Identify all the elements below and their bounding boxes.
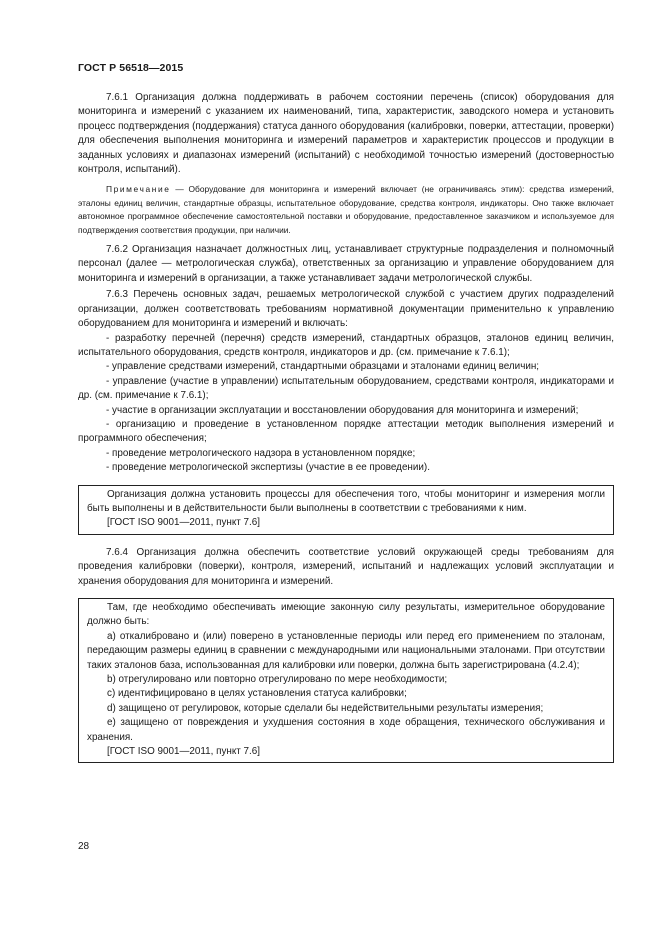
list-item: - проведение метрологической экспертизы (участие в ее проведении). xyxy=(106,462,430,474)
quote-text: Организация должна установить процессы для обеспечения того, чтобы мониторинг и измерения могли быть выполнены и в действительности были выполнены в соответствии с требованиями к ним. xyxy=(87,488,605,514)
quote-list-item: c) идентифицировано в целях установления статуса калибровки; xyxy=(107,688,407,700)
list-item: - организацию и проведение в установленном порядке аттестации методик выполнения измерений и программного обеспечения; xyxy=(78,418,614,445)
list-item: - управление (участие в управлении) испытательным оборудованием, средствами контроля, индикаторами и др. (см. примечание к 7.6.1); xyxy=(78,375,614,402)
quote-box-iso-2 xyxy=(78,598,614,763)
list-item: - разработку перечней (перечня) средств измерений, стандартных образцов, эталонов единиц величин, испытательного оборудования, средств контроля, индикаторов и др. (см. примечание к 7.6.1); xyxy=(78,332,614,358)
quote-intro: Там, где необходимо обеспечивать имеющие законную силу результаты, измерительное оборудование должно быть: xyxy=(87,602,605,628)
quote-box-iso-1 xyxy=(78,485,614,535)
page-number: 28 xyxy=(78,841,90,852)
list-item: - проведение метрологического надзора в установленном порядке; xyxy=(106,447,416,459)
quote-list-item: d) защищено от регулировок, которые сделали бы недействительными результаты измерения; xyxy=(107,702,544,714)
quote-list-item: b) отрегулировано или повторно отрегулировано по мере необходимости; xyxy=(107,674,448,686)
note-label: Примечание xyxy=(106,184,171,195)
paragraph-7-6-1: 7.6.1 Организация должна поддерживать в рабочем состоянии перечень (список) оборудования для мониторинга и измерений с указанием их наименований, типа, характеристик, заводского номера и установить процесс подтверждения (поддержания) статуса данного оборудования (калибровки, поверки, аттестации, проверки) для обеспечения выполнения мониторинга и измерений параметров и характеристик процессов и продукции в заданных условиях и диапазонах измерений (испытаний) с необходимой точностью измерений (достоверностью контроля, испытаний). xyxy=(78,92,614,176)
document-body xyxy=(78,91,614,774)
list-item: - управление средствами измерений, стандартными образцами и эталонами единиц величин; xyxy=(106,361,540,373)
list-item: - участие в организации эксплуатации и восстановлении оборудования для мониторинга и измерений; xyxy=(106,404,579,416)
quote-list-item: a) откалибровано и (или) поверено в установленные периоды или перед его применением по эталонам, передающим размеры единиц в сравнении с международными или национальными эталонами. При отсутствии таких эталонов база, использованная для калибровки или поверки, должна быть зарегистрирована (4.2.4); xyxy=(87,630,605,671)
paragraph-7-6-4: 7.6.4 Организация должна обеспечить соответствие условий окружающей среды требованиям для проведения калибровки (поверки), контроля, измерений, испытаний и надлежащих условий эксплуатации и хранения оборудования для мониторинга и измерений. xyxy=(78,546,614,587)
quote-reference: [ГОСТ ISO 9001—2011, пункт 7.6] xyxy=(107,746,261,758)
document-header: ГОСТ Р 56518—2015 xyxy=(78,62,184,74)
paragraph-7-6-2: 7.6.2 Организация назначает должностных лиц, устанавливает структурные подразделения и полномочный персонал (далее — метрологическая служба), ответственных за организацию и управление оборудованием для мониторинга и измерений в организации, а также устанавливает задачи метрологической службы. xyxy=(78,244,614,284)
note-text: — Оборудование для мониторинга и измерений включает (не ограничиваясь этим): средства измерений, эталоны единиц величин, стандартные образцы, испытательное оборудование, средства контроля, индикаторы. Оно также включает автономное программное обеспечение самостоятельной поставки и оборудование, предоставленное заказчиком и используемое для подтверждения соответствия продукции, при наличии. xyxy=(78,184,614,235)
quote-reference: [ГОСТ ISO 9001—2011, пункт 7.6] xyxy=(107,517,261,529)
quote-list-item: e) защищено от повреждения и ухудшения состояния в ходе обращения, технического обслуживания и хранения. xyxy=(87,717,605,743)
note-7-6-1 xyxy=(78,183,614,237)
paragraph-7-6-3: 7.6.3 Перечень основных задач, решаемых метрологической службой с участием других подразделений организации, должен соответствовать требованиям нормативной документации применительно к управлению оборудованием для мониторинга и измерений и включать: xyxy=(78,289,614,330)
